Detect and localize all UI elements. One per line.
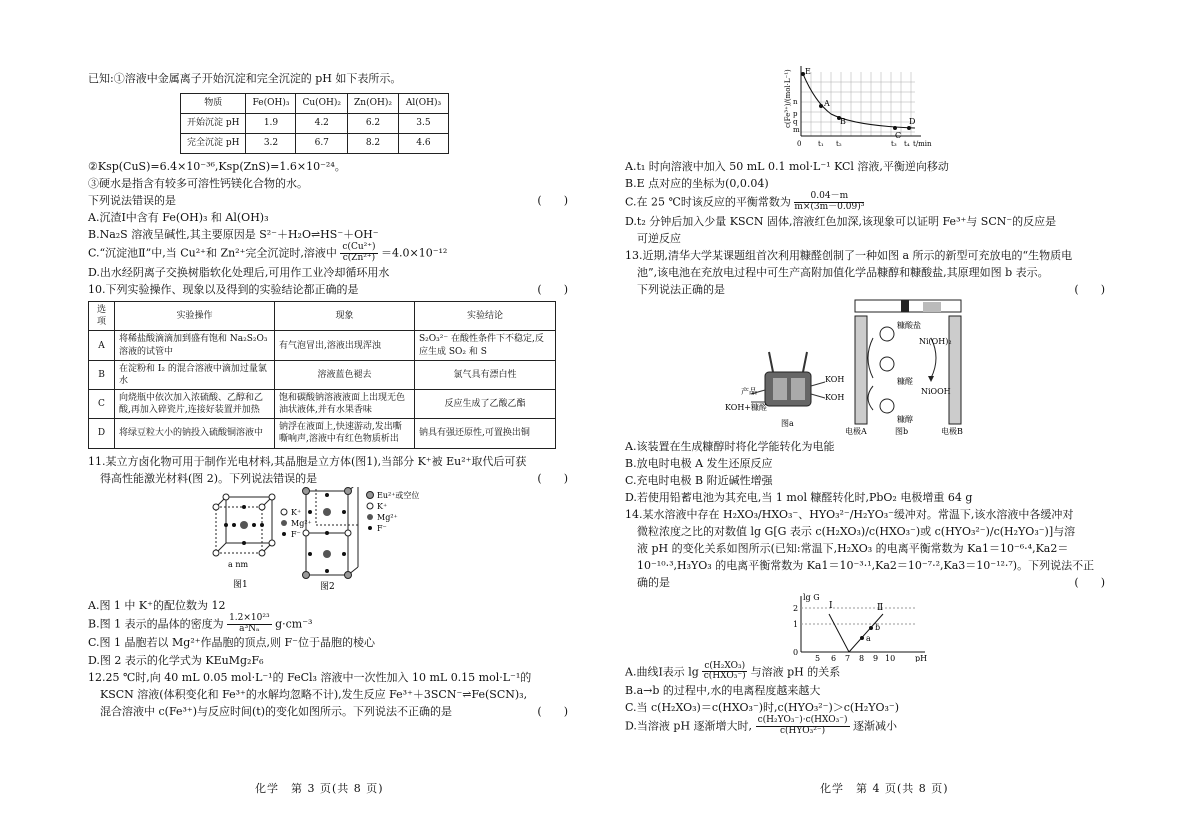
q14-line5-row <box>625 574 1105 591</box>
q12-c-text: C.在 25 ℃时该反应的平衡常数为 <box>625 195 791 209</box>
fe-concentration-graph <box>625 62 1105 158</box>
legend-f-icon <box>282 532 286 536</box>
fig-b-text: 糠酸盐 <box>897 321 921 331</box>
fig-b-label: 图b <box>895 427 909 437</box>
q14-line1: 14.某水溶液中存在 H₂XO₃/HXO₃⁻、HYO₃²⁻/H₂YO₃⁻缓冲对。常温下,该水溶液中各缓冲对 <box>625 508 1074 522</box>
curve-ii <box>849 614 883 652</box>
right-column <box>625 67 1105 737</box>
fraction <box>794 192 864 213</box>
fraction-denominator: a³Nₐ <box>239 623 260 634</box>
table-cell: 8.2 <box>348 134 399 154</box>
x-tick: 7 <box>845 653 851 662</box>
fig2-label: 图2 <box>320 581 335 592</box>
crystal-figures <box>88 487 568 597</box>
y-axis-label: c(Fe³⁺)/(mol·L⁻¹) <box>784 69 792 128</box>
table-cell: A <box>89 331 115 360</box>
x-tick: 10 <box>885 653 896 662</box>
q13-option-d: D.若使用铅蓄电池为其充电,当 1 mol 糠醛转化时,PbO₂ 电极增重 64 g <box>625 491 973 505</box>
x-tick: t₁ <box>818 140 824 148</box>
q9-stem: 下列说法错误的是 <box>88 194 176 208</box>
legend-label: K⁺ <box>377 501 388 511</box>
crystal-cell-figure-2 <box>303 487 359 579</box>
q14-option-d <box>625 716 1105 737</box>
battery-figures <box>625 298 1105 438</box>
point-a <box>860 636 864 640</box>
point-label: E <box>805 67 811 76</box>
fig-b-text: 糠醛 <box>897 377 913 387</box>
x-tick: 0 <box>797 140 802 148</box>
x-tick: t₂ <box>836 140 842 148</box>
q11-b-text: B.图 1 表示的晶体的密度为 <box>88 617 224 631</box>
table-cell: Al(OH)₃ <box>398 94 448 114</box>
legend-k-icon <box>281 509 287 515</box>
q14-a-tail: 与溶液 pH 的关系 <box>750 664 841 678</box>
curve-label: Ⅰ <box>829 600 833 611</box>
q14-line4: 10⁻¹⁰·³,H₃YO₃ 的电离平衡常数为 Ka1＝10⁻³·¹,Ka2＝10⁻⁷·²,Ka3＝10⁻¹²·⁷)。下列说法不正 <box>637 559 1095 573</box>
q12-line3: 混合溶液中 c(Fe³⁺)与反应时间(t)的变化如图所示。下列说法不正确的是 <box>100 704 452 718</box>
fraction-denominator: m×(3m－0.09)³ <box>794 201 865 212</box>
fig-a-text: KOH+糠醛 <box>725 403 767 413</box>
fig-a-label: 图a <box>781 419 794 429</box>
q12-option-d-line2: 可逆反应 <box>637 231 681 245</box>
legend-label: Eu²⁺或空位 <box>377 490 420 500</box>
q13-line3: 下列说法正确的是 <box>637 283 725 297</box>
x-tick: 9 <box>873 653 879 662</box>
table-header: 选项 <box>89 302 115 331</box>
point-b <box>869 626 873 630</box>
q12-option-b: B.E 点对应的坐标为(0,0.04) <box>625 177 769 191</box>
q13-line1: 13.近期,清华大学某课题组首次利用糠醛创制了一种如图 a 所示的新型可充放电的“生物质电 <box>625 248 1073 262</box>
known-ksp: ②Ksp(CuS)=6.4×10⁻³⁶,Ksp(ZnS)=1.6×10⁻²⁴。 <box>88 160 346 174</box>
y-tick: 1 <box>793 619 799 629</box>
y-tick: 0 <box>793 647 799 657</box>
y-tick: q <box>793 118 798 126</box>
table-cell: 6.7 <box>296 134 348 154</box>
q13-line3-row <box>625 281 1105 298</box>
known-hard-water: ③硬水是指含有较多可溶性钙镁化合物的水。 <box>88 177 308 191</box>
x-tick: t₄ <box>904 140 910 148</box>
table-cell: D <box>89 419 115 448</box>
device-figure-a <box>751 352 825 406</box>
known-intro: 已知:①溶液中金属离子开始沉淀和完全沉淀的 pH 如下表所示。 <box>88 72 402 85</box>
q12-option-c <box>625 192 1105 213</box>
table-cell: 4.2 <box>296 114 348 134</box>
fig1-dimension: a nm <box>228 559 249 569</box>
q12-option-d-line1: D.t₂ 分钟后加入少量 KSCN 固体,溶液红色加深,该现象可以证明 Fe³⁺与 SCN⁻的反应是 <box>625 214 1057 228</box>
q14-option-c: C.当 c(H₂XO₃)＝c(HXO₃⁻)时,c(HYO₃²⁻)＞c(H₂YO₃⁻) <box>625 701 900 715</box>
q11-line2-row <box>88 470 568 487</box>
q13-option-b: B.放电时电极 A 发生还原反应 <box>625 457 773 471</box>
electrode-a <box>855 316 867 424</box>
table-header: 现象 <box>275 302 415 331</box>
fig-b-text: 电极A <box>845 427 867 437</box>
fraction-numerator: c(Cu²⁺) <box>342 242 376 253</box>
table-cell: 反应生成了乙酸乙酯 <box>415 390 556 419</box>
answer-parentheses: ( ) <box>537 283 568 297</box>
table-cell: 饱和碳酸钠溶液液面上出现无色油状液体,并有水果香味 <box>275 390 415 419</box>
answer-parentheses: ( ) <box>537 704 568 718</box>
lgg-ph-graph <box>625 592 1105 662</box>
table-cell: 将绿豆粒大小的钠投入硫酸铜溶液中 <box>115 419 275 448</box>
q13-option-a: A.该装置在生成糠醇时将化学能转化为电能 <box>625 440 835 454</box>
table-cell: 6.2 <box>348 114 399 134</box>
q9-c-value: ＝4.0×10⁻¹² <box>381 246 448 260</box>
fig1-label: 图1 <box>233 579 248 590</box>
q14-option-b: B.a→b 的过程中,水的电离程度越来越大 <box>625 684 821 698</box>
answer-parentheses: ( ) <box>1074 576 1105 590</box>
q10-stem-row <box>88 281 568 298</box>
fig-a-text: KOH <box>825 393 845 403</box>
page-footer-right: 化学 第 4 页(共 8 页) <box>820 782 949 795</box>
experiment-table <box>88 301 556 448</box>
fraction-numerator: c(H₂XO₃) <box>704 660 746 671</box>
fraction-denominator: c(HXO₃⁻) <box>703 671 746 682</box>
point-label: B <box>840 117 846 126</box>
fig-b-text: 糠醇 <box>897 415 913 425</box>
fig-b-text: NiOOH <box>921 387 951 397</box>
q14-line3: 液 pH 的变化关系如图所示(已知:常温下,H₂XO₃ 的电离平衡常数为 Ka1＝10⁻⁶·⁴,Ka2＝ <box>637 542 1069 556</box>
table-cell: B <box>89 360 115 389</box>
q13-line2: 池”,该电池在充放电过程中可生产高附加值化学品糠醇和糠酸盐,其原理如图 b 表示。 <box>637 266 1049 280</box>
table-cell: 在淀粉和 I₂ 的混合溶液中滴加过量氯水 <box>115 360 275 389</box>
q11-line2: 得高性能激光材料(图 2)。下列说法错误的是 <box>100 471 318 485</box>
table-cell: 钠具有强还原性,可置换出铜 <box>415 419 556 448</box>
precipitation-ph-table <box>180 93 449 154</box>
electrode-b <box>949 316 961 424</box>
table-cell: 向烧瓶中依次加入浓硫酸、乙醇和乙酸,再加入碎瓷片,连接好装置并加热 <box>115 390 275 419</box>
q14-line2: 微粒浓度之比的对数值 lg G[G 表示 c(H₂XO₃)/c(HXO₃⁻)或 c(HYO₃²⁻)/c(H₂YO₃⁻)]与溶 <box>637 525 1076 539</box>
q11-option-b <box>88 614 568 635</box>
point-a <box>819 104 823 108</box>
legend-mg-icon <box>281 520 287 526</box>
fig-b-text: Ni(OH)₂ <box>919 337 952 347</box>
curve-label: Ⅱ <box>877 602 884 613</box>
legend-label: Mg²⁺ <box>377 512 398 522</box>
table-header: 实验结论 <box>415 302 556 331</box>
fraction <box>756 716 850 737</box>
table-cell: 开始沉淀 pH <box>181 114 246 134</box>
fraction <box>340 243 377 264</box>
q13-option-c: C.充电时电极 B 附近碱性增强 <box>625 474 773 488</box>
point-label: A <box>824 99 830 108</box>
legend-label: K⁺ <box>291 507 302 517</box>
point-c <box>893 126 897 130</box>
q12-option-a: A.t₁ 时向溶液中加入 50 mL 0.1 mol·L⁻¹ KCl 溶液,平衡逆向移动 <box>625 160 949 173</box>
table-cell: 3.2 <box>246 134 296 154</box>
legend-mg-icon <box>367 514 373 520</box>
table-cell: 有气泡冒出,溶液出现浑浊 <box>275 331 415 360</box>
answer-parentheses: ( ) <box>537 194 568 208</box>
q11-line1: 11.某立方卤化物可用于制作光电材料,其晶胞是立方体(图1),当部分 K⁺被 Eu²⁺取代后可获 <box>88 454 527 468</box>
mechanism-figure-b <box>855 300 961 424</box>
fraction-numerator: 1.2×10²³ <box>229 612 270 623</box>
point-label: C <box>895 131 902 140</box>
fig-b-text: 电极B <box>941 427 963 437</box>
x-tick: 8 <box>859 653 865 662</box>
x-tick: 5 <box>815 653 821 662</box>
table-cell: S₂O₃²⁻ 在酸性条件下不稳定,反应生成 SO₂ 和 S <box>415 331 556 360</box>
point-label: D <box>909 117 916 126</box>
fraction-numerator: c(H₂YO₃⁻)·c(HXO₃⁻) <box>757 715 848 726</box>
q12-line3-row <box>88 703 568 720</box>
q9-option-a: A.沉渣Ⅰ中含有 Fe(OH)₃ 和 Al(OH)₃ <box>88 211 269 225</box>
legend-label: F⁻ <box>291 529 301 539</box>
q9-option-d: D.出水经阴离子交换树脂软化处理后,可用作工业冷却循环用水 <box>88 266 390 280</box>
q14-option-a <box>625 662 1105 683</box>
curve-i <box>829 614 849 652</box>
q10-stem: 10.下列实验操作、现象以及得到的实验结论都正确的是 <box>88 283 359 297</box>
table-cell: 氯气具有漂白性 <box>415 360 556 389</box>
legend-k-icon <box>367 503 373 509</box>
q9-stem-row <box>88 192 568 209</box>
q11-option-c: C.图 1 晶胞若以 Mg²⁺作晶胞的顶点,则 F⁻位于晶胞的棱心 <box>88 636 375 650</box>
answer-parentheses: ( ) <box>537 471 568 485</box>
fraction <box>702 662 747 683</box>
table-cell: 物质 <box>181 94 246 114</box>
y-axis-label: lg G <box>803 592 820 602</box>
table-cell: 完全沉淀 pH <box>181 134 246 154</box>
legend-label: Mg²⁺ <box>291 518 312 528</box>
point-label: a <box>866 633 871 643</box>
q14-line5: 确的是 <box>637 576 670 590</box>
table-cell: 溶液蓝色褪去 <box>275 360 415 389</box>
y-tick: 2 <box>793 603 799 613</box>
q14-d-tail: 逐渐减小 <box>853 719 898 733</box>
q14-a-text: A.曲线Ⅰ表示 lg <box>625 664 699 678</box>
fraction-denominator: c(HYO₃²⁻) <box>779 726 826 737</box>
page-footer-left: 化学 第 3 页(共 8 页) <box>255 782 384 795</box>
x-tick: t₃ <box>891 140 897 148</box>
y-tick: n <box>793 98 798 106</box>
fraction-denominator: c(Zn²⁺) <box>342 253 376 264</box>
table-cell: 1.9 <box>246 114 296 134</box>
point-d <box>907 126 911 130</box>
q12-line1: 12.25 ℃时,向 40 mL 0.05 mol·L⁻¹的 FeCl₃ 溶液中一次性加入 10 mL 0.15 mol·L⁻¹的 <box>88 670 532 684</box>
x-axis-label: pH <box>915 653 928 662</box>
q12-line2: KSCN 溶液(体积变化和 Fe³⁺的水解均忽略不计),发生反应 Fe³⁺＋3SCN⁻⇌Fe(SCN)₃, <box>100 687 528 701</box>
table-cell: Zn(OH)₂ <box>348 94 399 114</box>
q9-option-b: B.Na₂S 溶液呈碱性,其主要原因是 S²⁻＋H₂O⇌HS⁻＋OH⁻ <box>88 228 379 242</box>
graph-grid <box>801 72 915 136</box>
left-column <box>88 70 568 720</box>
q11-option-a: A.图 1 中 K⁺的配位数为 12 <box>88 598 226 612</box>
q9-option-c <box>88 243 568 264</box>
q14-d-text: D.当溶液 pH 逐渐增大时, <box>625 719 753 733</box>
table-cell: Fe(OH)₃ <box>246 94 296 114</box>
q11-b-unit: g·cm⁻³ <box>275 617 313 631</box>
x-tick: 6 <box>831 653 837 662</box>
legend-eu-icon <box>367 491 374 498</box>
table-cell: Cu(OH)₂ <box>296 94 348 114</box>
table-cell: 4.6 <box>398 134 448 154</box>
crystal-cell-figure-1 <box>213 494 275 556</box>
legend-f-icon <box>368 526 372 530</box>
table-cell: 将稀盐酸滴滴加到盛有饱和 Na₂S₂O₃ 溶液的试管中 <box>115 331 275 360</box>
fraction-numerator: 0.04－m <box>794 192 864 203</box>
y-tick: m <box>793 126 800 134</box>
fig-a-text: KOH <box>825 375 845 385</box>
table-cell: C <box>89 390 115 419</box>
point-label: b <box>875 622 881 632</box>
q11-option-d: D.图 2 表示的化学式为 KEuMg₂F₆ <box>88 653 264 667</box>
q9-c-text: C.“沉淀池Ⅱ”中,当 Cu²⁺和 Zn²⁺完全沉淀时,溶液中 <box>88 246 337 260</box>
y-tick: p <box>793 110 798 118</box>
x-axis-label: t/min <box>913 140 932 148</box>
table-cell: 3.5 <box>398 114 448 134</box>
answer-parentheses: ( ) <box>1074 283 1105 297</box>
table-cell: 钠浮在液面上,快速游动,发出嘶嘶响声,溶液中有红色物质析出 <box>275 419 415 448</box>
fraction <box>227 614 272 635</box>
legend-label: F⁻ <box>377 523 387 533</box>
fig-a-text: 产品 <box>741 387 757 397</box>
table-header: 实验操作 <box>115 302 275 331</box>
